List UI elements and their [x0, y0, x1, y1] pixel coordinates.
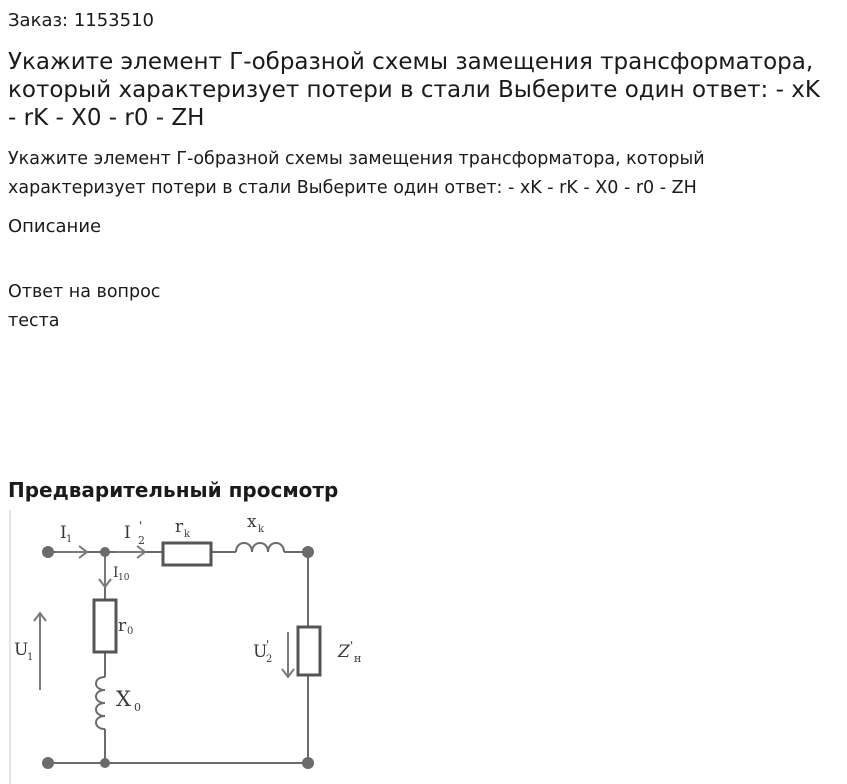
svg-text:': '	[266, 638, 270, 652]
svg-text:2: 2	[266, 654, 273, 665]
circuit-nodes	[42, 546, 314, 769]
svg-text:': '	[139, 519, 143, 533]
svg-text:0: 0	[127, 626, 134, 637]
transformer-equivalent-circuit	[8, 510, 388, 784]
description-heading: Описание	[8, 216, 102, 237]
u1-label: U	[14, 640, 29, 660]
rk-resistor	[163, 543, 211, 565]
rk-label: r	[175, 517, 184, 537]
svg-text:k: k	[184, 529, 191, 540]
svg-text:н: н	[354, 652, 362, 665]
svg-text:2: 2	[138, 534, 145, 547]
load-resistor	[298, 627, 320, 675]
question-title: Укажите элемент Г-образной схемы замещения трансформатора, который характеризует потери в стали Выберите один ответ: - xK - rK - X0 - r0 - ZH	[8, 49, 820, 131]
order-number: Заказ: 1153510	[8, 10, 154, 31]
x0-label: X	[116, 687, 131, 711]
preview-heading: Предварительный просмотр	[8, 478, 339, 502]
preview-image	[8, 510, 388, 784]
svg-text:1: 1	[27, 652, 34, 663]
svg-text:k: k	[258, 524, 265, 535]
xk-label: x	[247, 512, 257, 532]
circuit-arrows	[34, 546, 294, 690]
r0-label: r	[118, 616, 127, 636]
circuit-wires	[48, 543, 308, 763]
svg-text:1: 1	[66, 534, 73, 545]
svg-text:': '	[350, 639, 354, 653]
i10-label: I	[113, 565, 119, 581]
svg-text:0: 0	[134, 701, 141, 714]
zh-label: Z	[338, 642, 350, 662]
question-description: Укажите элемент Г-образной схемы замещения трансформатора, который характеризует потери в стали Выберите один ответ: - xK - rK - X0 - r0 - ZH	[8, 149, 705, 198]
i1-label: I	[60, 523, 67, 543]
u2-label: U	[253, 642, 268, 662]
i2-label: I	[124, 523, 131, 543]
r0-resistor	[94, 600, 116, 652]
svg-text:10: 10	[118, 573, 130, 583]
answer-text: Ответ на вопрос теста	[8, 282, 161, 331]
